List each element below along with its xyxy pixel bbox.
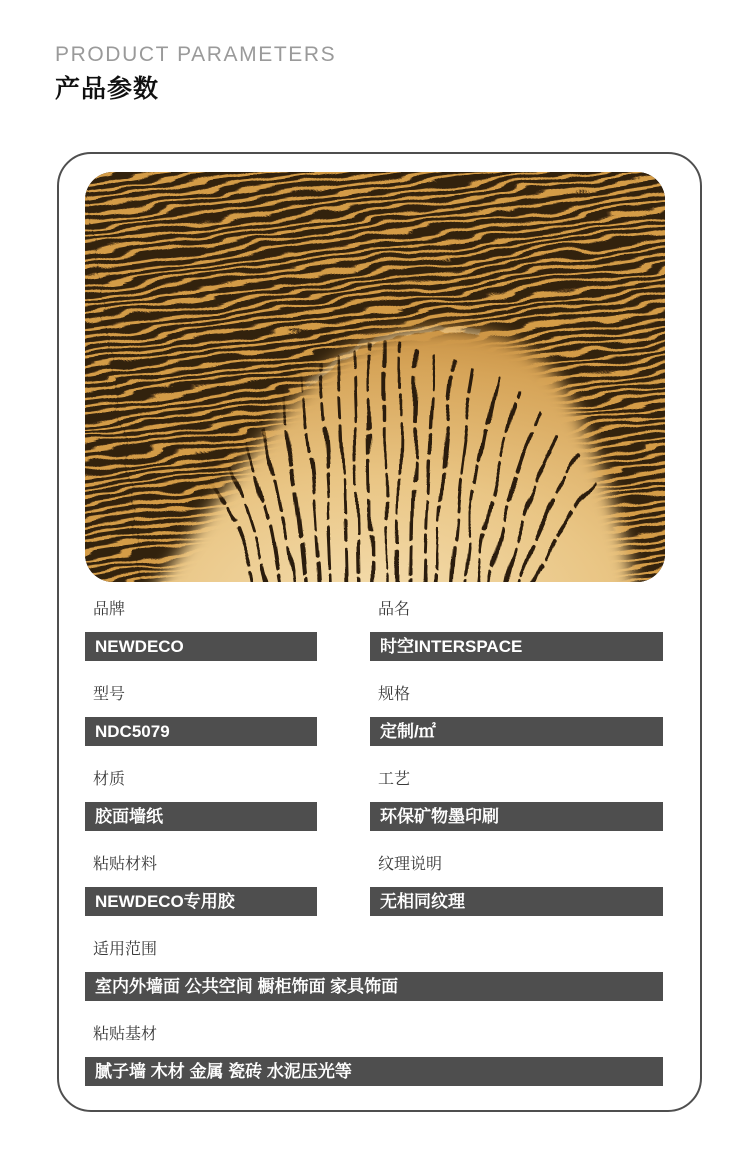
parameter-row <box>85 685 317 746</box>
param-label: 粘贴基材 <box>93 1026 158 1043</box>
param-label: 工艺 <box>378 771 411 788</box>
param-label: 纹理说明 <box>378 856 443 873</box>
parameter-row <box>370 685 663 746</box>
param-value-bar: NEWDECO专用胶 <box>85 887 317 916</box>
param-value-bar: 室内外墙面 公共空间 橱柜饰面 家具饰面 <box>85 972 663 1001</box>
parameter-row <box>370 855 663 916</box>
parameters-card <box>57 152 702 1112</box>
param-value-bar: 定制/㎡ <box>370 717 663 746</box>
param-label: 规格 <box>378 686 411 703</box>
param-value-bar: NEWDECO <box>85 632 317 661</box>
param-value-bar: NDC5079 <box>85 717 317 746</box>
parameters-grid <box>85 600 663 1110</box>
param-label: 品牌 <box>93 601 126 618</box>
param-value-bar: 时空INTERSPACE <box>370 632 663 661</box>
parameter-row <box>85 940 663 1001</box>
param-label: 粘贴材料 <box>93 856 158 873</box>
param-value-bar: 环保矿物墨印刷 <box>370 802 663 831</box>
product-texture-image <box>85 172 665 582</box>
param-value-bar: 无相同纹理 <box>370 887 663 916</box>
parameter-row <box>85 1025 663 1086</box>
param-value-bar: 腻子墙 木材 金属 瓷砖 水泥压光等 <box>85 1057 663 1086</box>
section-title-zh: 产品参数 <box>55 75 160 103</box>
param-label: 品名 <box>378 601 411 618</box>
section-title-en: PRODUCT PARAMETERS <box>55 43 337 66</box>
param-value-bar: 胶面墙纸 <box>85 802 317 831</box>
param-label: 适用范围 <box>93 941 158 958</box>
parameter-row <box>85 600 317 661</box>
parameter-row <box>85 855 317 916</box>
parameter-row <box>85 770 317 831</box>
section-header <box>55 42 336 105</box>
parameter-row <box>370 770 663 831</box>
parameter-row <box>370 600 663 661</box>
param-label: 材质 <box>93 771 126 788</box>
texture-artwork-svg <box>85 172 665 582</box>
param-label: 型号 <box>93 686 126 703</box>
